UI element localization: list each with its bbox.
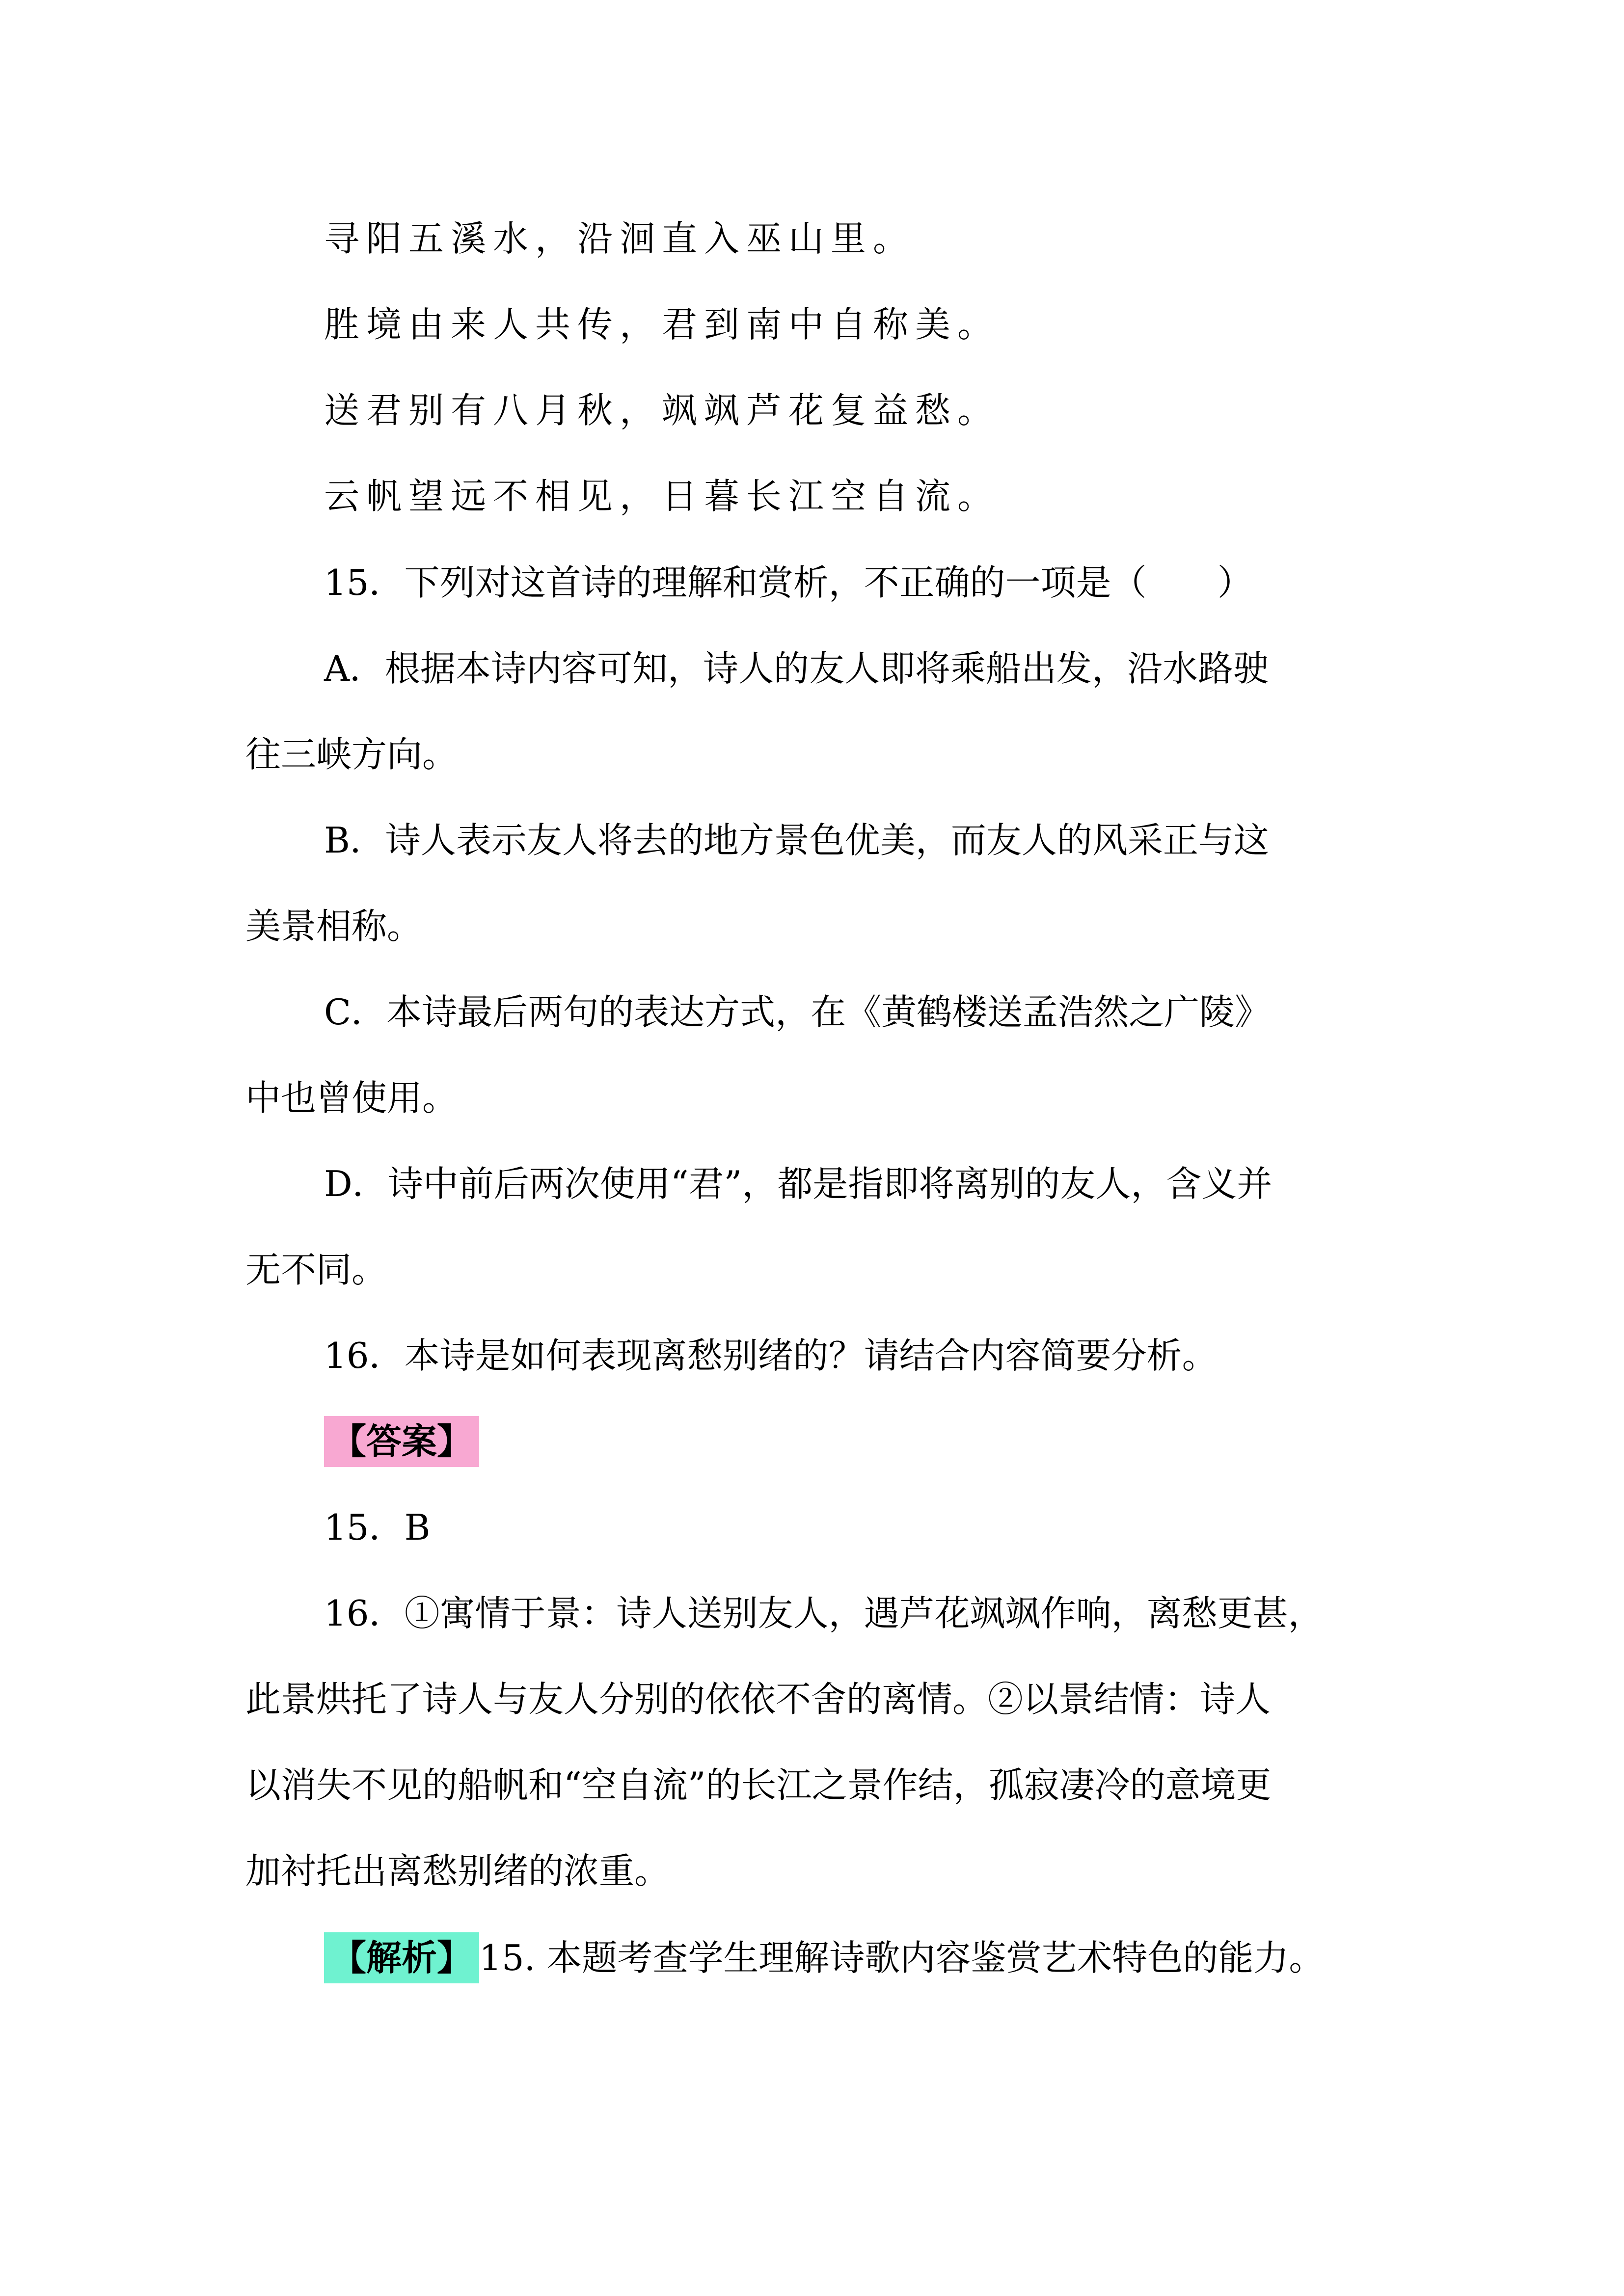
analysis-text: 15. 本题考查学生理解诗歌内容鉴赏艺术特色的能力。 (479, 1937, 1325, 1978)
answer-heading (324, 1416, 479, 1465)
answer-15: 15．B (324, 1507, 431, 1548)
option-b-line-1: B．诗人表示友人将去的地方景色优美，而友人的风采正与这 (324, 820, 1269, 861)
question-15-stem: 15．下列对这首诗的理解和赏析，不正确的一项是（ ） (324, 562, 1253, 603)
answer-16-line-3: 以消失不见的船帆和“空自流”的长江之景作结，孤寂凄冷的意境更 (245, 1764, 1272, 1806)
option-a-line-1: A．根据本诗内容可知，诗人的友人即将乘船出发，沿水路驶 (324, 648, 1269, 689)
option-c-line-2: 中也曾使用。 (245, 1077, 458, 1119)
question-16-stem: 16．本诗是如何表现离愁别绪的？请结合内容简要分析。 (324, 1335, 1218, 1376)
analysis-tag: 【解析】 (324, 1932, 479, 1983)
poem-line-4: 云帆望远不相见，日暮长江空自流。 (324, 476, 1000, 517)
answer-16-line-1: 16．①寓情于景：诗人送别友人，遇芦花飒飒作响，离愁更甚， (324, 1593, 1324, 1634)
answer-16-line-4: 加衬托出离愁别绪的浓重。 (245, 1850, 670, 1892)
option-b-line-2: 美景相称。 (245, 906, 423, 947)
analysis-line (324, 1932, 1324, 1981)
option-d-line-2: 无不同。 (245, 1249, 387, 1290)
answer-tag: 【答案】 (324, 1416, 479, 1467)
poem-line-2: 胜境由来人共传，君到南中自称美。 (324, 304, 1000, 345)
poem-line-1: 寻阳五溪水，沿洄直入巫山里。 (324, 218, 916, 259)
answer-16-line-2: 此景烘托了诗人与友人分别的依依不舍的离情。②以景结情：诗人 (245, 1679, 1271, 1720)
option-a-line-2: 往三峡方向。 (245, 734, 458, 775)
option-d-line-1: D．诗中前后两次使用“君”，都是指即将离别的友人，含义并 (324, 1163, 1272, 1204)
poem-line-3: 送君别有八月秋，飒飒芦花复益愁。 (324, 390, 1000, 431)
option-c-line-1: C．本诗最后两句的表达方式，在《黄鹤楼送孟浩然之广陵》 (324, 991, 1271, 1033)
